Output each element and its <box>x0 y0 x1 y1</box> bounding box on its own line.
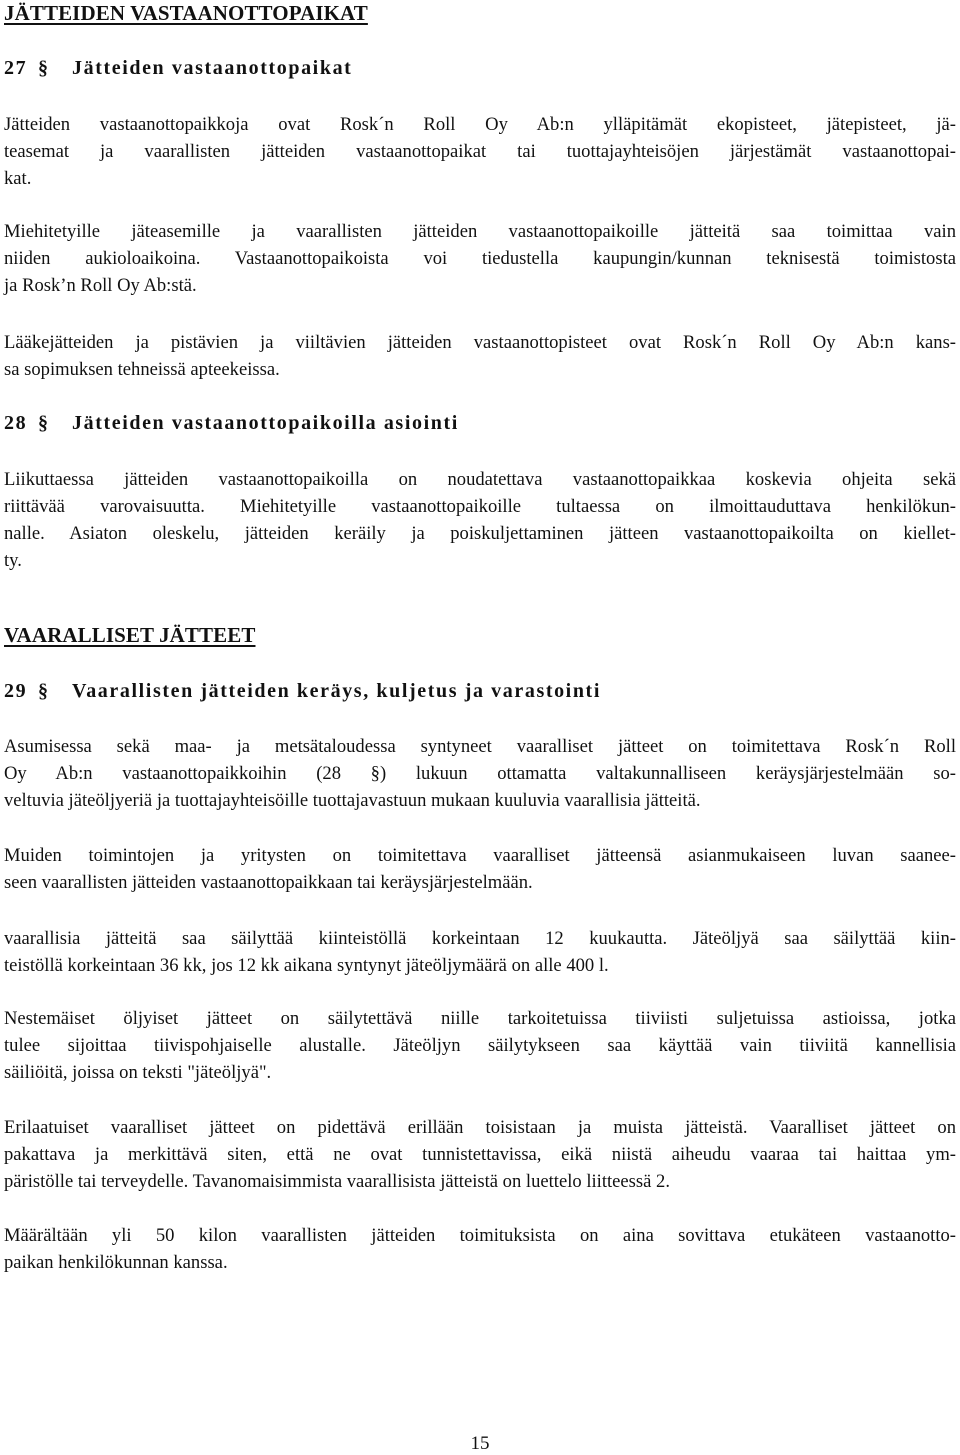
text-line: veltuvia jäteöljyeriä ja tuottajayhteisöille tuottajavastuun mukaan kuuluvia vaarallisia jätteitä. <box>4 790 701 811</box>
document-page <box>4 0 956 1455</box>
section-number: 29 <box>4 680 28 702</box>
section-symbol: § <box>38 57 50 79</box>
text-line: Muiden toimintojen ja yritysten on toimitettava vaaralliset jätteensä asianmukaiseen luvan saanee- <box>4 845 956 866</box>
paragraph-large-deliveries <box>4 1222 956 1276</box>
text-line: Jätteiden vastaanottopaikkoja ovat Rosk´n Roll Oy Ab:n ylläpitämät ekopisteet, jätepisteet, jä- <box>4 114 956 135</box>
text-line: ja Rosk’n Roll Oy Ab:stä. <box>4 275 197 296</box>
paragraph-oil-containers <box>4 1005 956 1086</box>
section-symbol: § <box>38 680 50 702</box>
text-line: seen vaarallisten jätteiden vastaanottopaikkaan tai keräysjärjestelmään. <box>4 872 533 893</box>
part-heading-waste-reception: JÄTTEIDEN VASTAANOTTOPAIKAT <box>4 1 368 25</box>
text-line: säiliöitä, joissa on teksti "jäteöljyä". <box>4 1062 272 1083</box>
section-27-heading <box>4 55 956 81</box>
paragraph-separation-labeling <box>4 1114 956 1195</box>
text-line: Oy Ab:n vastaanottopaikkoihin (28 §) lukuun ottamatta valtakunnalliseen keräysjärjestelmään so- <box>4 763 956 784</box>
part-heading-hazardous-waste: VAARALLISET JÄTTEET <box>4 623 256 647</box>
text-line: riittävää varovaisuutta. Miehitetyille vastaanottopaikoille tultaessa on ilmoittauduttava henkilökun- <box>4 496 956 517</box>
section-29-heading <box>4 678 956 704</box>
paragraph-reception-sites <box>4 111 956 192</box>
section-28-heading <box>4 410 956 436</box>
text-line: teasemat ja vaarallisten jätteiden vastaanottopaikat tai tuottajayhteisöjen järjestämät vastaanottopai- <box>4 141 956 162</box>
section-title: Vaarallisten jätteiden keräys, kuljetus ja varastointi <box>72 680 601 702</box>
text-line: Lääkejätteiden ja pistävien ja viiltävien jätteiden vastaanottopisteet ovat Rosk´n Roll Oy Ab:n kans- <box>4 332 956 353</box>
text-line: nalle. Asiaton oleskelu, jätteiden keräily ja poiskuljettaminen jätteen vastaanottopaikoilta on kiellet- <box>4 523 956 544</box>
page-number: 15 <box>470 1433 490 1454</box>
section-title: Jätteiden vastaanottopaikat <box>72 57 353 79</box>
text-line: pakattava ja merkittävä siten, että ne ovat tunnistettavissa, eikä niistä aiheudu vaaraa tai haittaa ym- <box>4 1144 956 1165</box>
text-line: Nestemäiset öljyiset jätteet on säilytettävä niille tarkoitetuissa tiiviisti suljetuissa astioissa, jotka <box>4 1008 956 1029</box>
text-line: vaarallisia jätteitä saa säilyttää kiinteistöllä korkeintaan 12 kuukautta. Jäteöljyä saa säilyttää kiin- <box>4 928 956 949</box>
text-line: niiden aukioloaikoina. Vastaanottopaikoista voi tiedustella kaupungin/kunnan teknisestä toimistosta <box>4 248 956 269</box>
section-title: Jätteiden vastaanottopaikoilla asiointi <box>72 412 459 434</box>
text-line: sa sopimuksen tehneissä apteekeissa. <box>4 359 280 380</box>
text-line: Erilaatuiset vaaralliset jätteet on pidettävä erillään toisistaan ja muista jätteistä. Vaaralliset jätteet on <box>4 1117 956 1138</box>
text-line: päristölle tai terveydelle. Tavanomaisimmista vaarallisista jätteistä on luettelo liitteessä 2. <box>4 1171 670 1192</box>
section-number: 28 <box>4 412 28 434</box>
text-line: ty. <box>4 550 22 571</box>
paragraph-household-hazardous <box>4 733 956 814</box>
text-line: Määrältään yli 50 kilon vaarallisten jätteiden toimituksista on aina sovittava etukäteen vastaanotto- <box>4 1225 956 1246</box>
text-line: Liikuttaessa jätteiden vastaanottopaikoilla on noudatettava vastaanottopaikkaa koskevia ohjeita sekä <box>4 469 956 490</box>
text-line: teistöllä korkeintaan 36 kk, jos 12 kk aikana syntynyt jäteöljymäärä on alle 400 l. <box>4 955 609 976</box>
text-line: tulee sijoittaa tiivispohjaiselle alustalle. Jäteöljyn säilytykseen saa käyttää vain tiiviitä kannellisia <box>4 1035 956 1056</box>
paragraph-storage-time <box>4 925 956 979</box>
text-line: kat. <box>4 168 32 189</box>
paragraph-business-hazardous <box>4 842 956 896</box>
paragraph-opening-hours <box>4 218 956 299</box>
paragraph-visiting-rules <box>4 466 956 574</box>
section-number: 27 <box>4 57 28 79</box>
text-line: Asumisessa sekä maa- ja metsätaloudessa syntyneet vaaralliset jätteet on toimitettava Rosk´n Roll <box>4 736 956 757</box>
text-line: paikan henkilökunnan kanssa. <box>4 1252 228 1273</box>
paragraph-pharmacy-points <box>4 329 956 383</box>
text-line: Miehitetyille jäteasemille ja vaarallisten jätteiden vastaanottopaikoille jätteitä saa toimittaa vain <box>4 221 956 242</box>
section-symbol: § <box>38 412 50 434</box>
